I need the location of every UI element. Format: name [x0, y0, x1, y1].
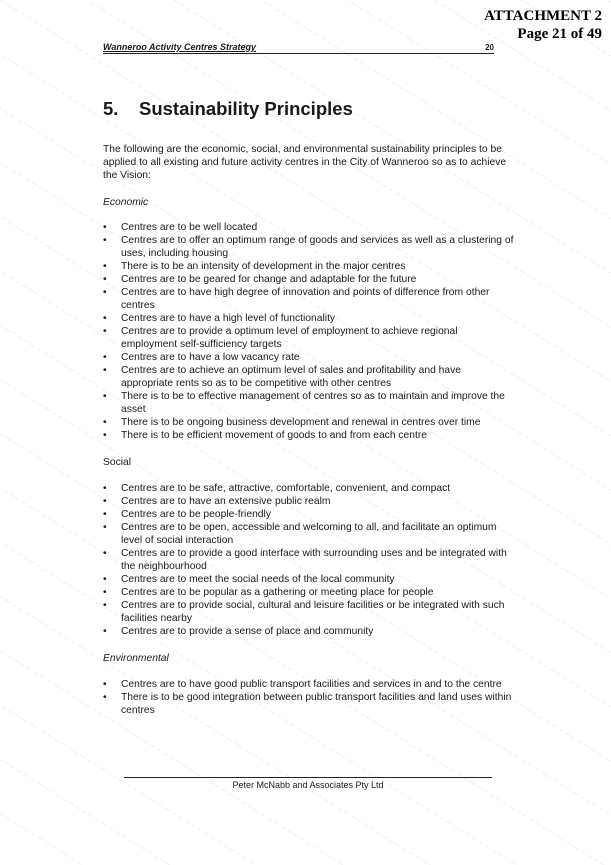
bullet-icon: •	[103, 365, 107, 376]
environmental-heading: Environmental	[103, 653, 169, 664]
list-item: • Centres are to be safe, attractive, comfortable, convenient, and compact	[103, 483, 451, 494]
footer-text: Peter McNabb and Associates Pty Ltd	[232, 780, 384, 790]
list-item: • Centres are to provide social, cultural and leisure facilities or be integrated with such facilities nearby	[103, 600, 505, 624]
bullet-icon: •	[103, 430, 107, 441]
bullet-icon: •	[103, 417, 107, 428]
social-list	[103, 482, 515, 638]
list-item: • There is to be to effective management of centres so as to maintain and improve the asset	[103, 391, 505, 415]
list-item: • Centres are to be well located	[103, 222, 258, 233]
bullet-icon: •	[103, 313, 107, 324]
list-item: • Centres are to have a low vacancy rate	[103, 352, 300, 363]
bullet-icon: •	[103, 574, 107, 585]
list-item: • Centres are to provide a optimum level of employment to achieve regional employment self-sufficiency targets	[103, 326, 458, 350]
list-item: • Centres are to provide a good interface with surrounding uses and be integrated with the neighbourhood	[103, 548, 507, 572]
attachment-page-count: Page 21 of 49	[517, 26, 602, 42]
page-body	[103, 97, 515, 717]
document-title: Wanneroo Activity Centres Strategy	[103, 42, 257, 52]
list-item: • Centres are to have high degree of innovation and points of difference from other centres	[103, 287, 490, 311]
bullet-icon: •	[103, 679, 107, 690]
list-item: • Centres are to meet the social needs of the local community	[103, 574, 395, 585]
social-heading: Social	[103, 457, 132, 468]
bullet-icon: •	[103, 626, 107, 637]
bullet-icon: •	[103, 692, 107, 703]
bullet-icon: •	[103, 287, 107, 298]
bullet-icon: •	[103, 548, 107, 559]
page-number: 20	[485, 43, 494, 52]
intro-paragraph: The following are the economic, social, and environmental sustainability principles to be applied to all existing and future activity centres in the City of Wanneroo so as to achieve the Vision:	[103, 144, 507, 181]
list-item: • There is to be ongoing business development and renewal in centres over time	[103, 417, 481, 428]
list-item: • Centres are to have good public transport facilities and services in and to the centre	[103, 679, 502, 690]
bullet-icon: •	[103, 326, 107, 337]
list-item: • Centres are to be people-friendly	[103, 509, 271, 520]
page-footer	[124, 777, 492, 791]
bullet-icon: •	[103, 261, 107, 272]
section-title: Sustainability Principles	[139, 98, 353, 119]
running-header	[103, 42, 494, 54]
bullet-icon: •	[103, 587, 107, 598]
bullet-icon: •	[103, 496, 107, 507]
list-item: • Centres are to be geared for change and adaptable for the future	[103, 274, 417, 285]
list-item: • Centres are to provide a sense of place and community	[103, 626, 374, 637]
bullet-icon: •	[103, 235, 107, 246]
bullet-icon: •	[103, 391, 107, 402]
environmental-list	[103, 678, 515, 717]
list-item: • There is to be an intensity of development in the major centres	[103, 261, 406, 272]
list-item: • There is to be efficient movement of goods to and from each centre	[103, 430, 428, 441]
bullet-icon: •	[103, 222, 107, 233]
list-item: • Centres are to be open, accessible and welcoming to all, and facilitate an optimum level of social interaction	[103, 522, 497, 546]
bullet-icon: •	[103, 483, 107, 494]
section-number: 5.	[103, 98, 119, 119]
list-item: • Centres are to be popular as a gathering or meeting place for people	[103, 587, 434, 598]
bullet-icon: •	[103, 600, 107, 611]
bullet-icon: •	[103, 522, 107, 533]
attachment-label: ATTACHMENT 2	[484, 8, 602, 24]
section-heading	[103, 97, 515, 121]
attachment-stamp	[484, 7, 602, 43]
list-item: • Centres are to achieve an optimum level of sales and profitability and have appropriate rents so as to be competitive with other centres	[103, 365, 461, 389]
bullet-icon: •	[103, 509, 107, 520]
list-item: • Centres are to offer an optimum range of goods and services as well as a clustering of uses, including housing	[103, 235, 514, 259]
bullet-icon: •	[103, 352, 107, 363]
economic-list	[103, 221, 515, 442]
bullet-icon: •	[103, 274, 107, 285]
list-item: • Centres are to have a high level of functionality	[103, 313, 336, 324]
economic-heading: Economic	[103, 197, 149, 208]
list-item: • There is to be good integration between public transport facilities and land uses within centres	[103, 692, 512, 716]
list-item: • Centres are to have an extensive public realm	[103, 496, 331, 507]
